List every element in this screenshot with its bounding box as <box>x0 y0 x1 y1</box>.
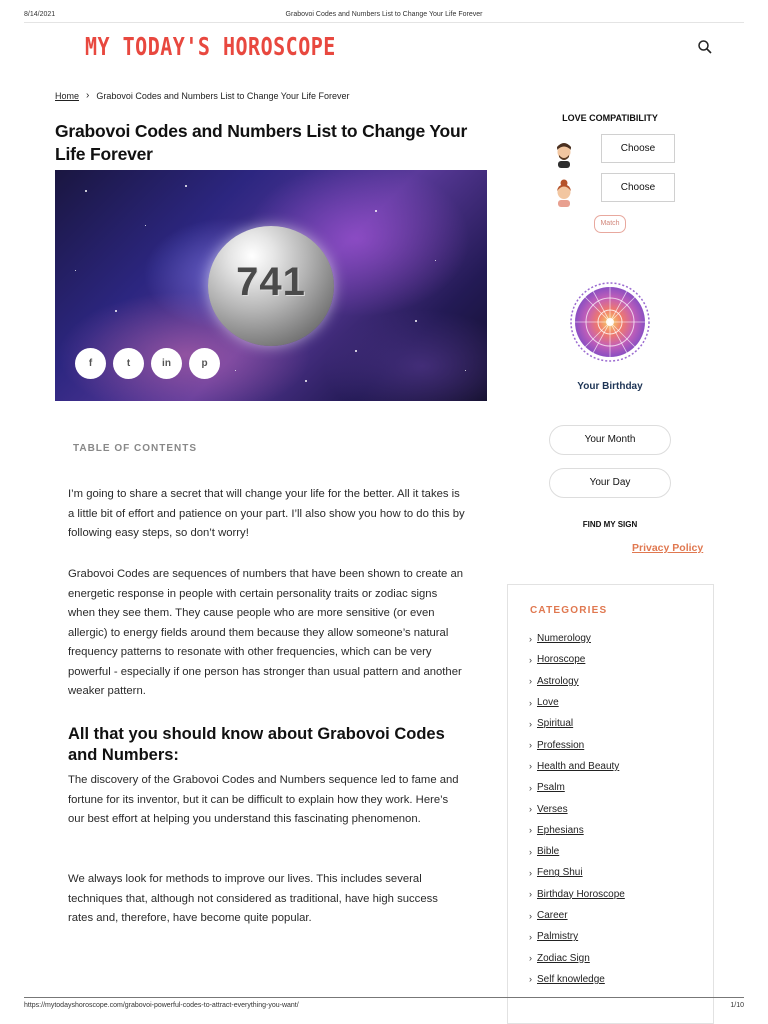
hero-number: 741 <box>236 260 306 304</box>
breadcrumb-home-link[interactable]: Home <box>55 90 80 101</box>
list-item <box>529 947 625 968</box>
chevron-right-icon: › <box>529 953 532 964</box>
category-link[interactable]: Astrology <box>537 675 579 687</box>
header-divider <box>24 22 744 23</box>
category-link[interactable]: Health and Beauty <box>537 760 620 772</box>
category-link[interactable]: Career <box>537 910 568 921</box>
paragraph: We always look for methods to improve our lives. This includes several techniques that, although not considered as traditional, have high success rates and, therefore, have become quite popular. <box>68 873 438 924</box>
chevron-right-icon: › <box>529 889 532 900</box>
list-item <box>529 692 625 713</box>
facebook-icon[interactable]: f <box>75 348 106 379</box>
section-heading: All that you should know about Grabovoi Codes and Numbers: <box>68 725 445 764</box>
list-item <box>529 905 625 926</box>
list-item <box>529 756 625 777</box>
pinterest-icon[interactable]: p <box>189 348 220 379</box>
chevron-right-icon: › <box>529 846 532 857</box>
month-select[interactable]: Your Month <box>549 425 671 455</box>
category-link[interactable]: Horoscope <box>537 654 586 666</box>
category-link[interactable]: Psalm <box>537 782 565 794</box>
chevron-right-icon: › <box>529 654 532 665</box>
chevron-right-icon: › <box>529 804 532 815</box>
list-item <box>529 841 625 862</box>
chevron-right-icon: › <box>529 718 532 729</box>
paragraph: The discovery of the Grabovoi Codes and Numbers sequence led to fame and fortune for its inventor, but it can be difficult to explain how they work. Here’s our best effort at helping you understand this fascinating phenomenon. <box>68 774 459 825</box>
chevron-right-icon: › <box>86 90 90 101</box>
find-my-sign-button[interactable]: FIND MY SIGN <box>582 520 638 529</box>
numerology-orb <box>208 226 334 346</box>
category-link[interactable]: Love <box>537 697 559 709</box>
category-link[interactable]: Spiritual <box>537 718 574 730</box>
list-item <box>529 798 625 819</box>
print-url: https://mytodayshoroscope.com/grabovoi-powerful-codes-to-attract-everything-you-want/ <box>24 1002 299 1009</box>
list-item <box>529 820 625 841</box>
category-link[interactable]: Self knowledge <box>537 973 605 985</box>
list-item <box>529 628 625 649</box>
category-link[interactable]: Feng Shui <box>537 867 583 879</box>
category-link[interactable]: Profession <box>537 739 585 751</box>
list-item <box>529 862 625 883</box>
chevron-right-icon: › <box>529 633 532 644</box>
list-item <box>529 777 625 798</box>
category-link[interactable]: Numerology <box>537 633 591 645</box>
paragraph: I’m going to share a secret that will change your life for the better. All it takes is a little bit of effort and patience on your part. I’ll also show you how to do this by following easy steps, so don’t worry! <box>68 488 465 539</box>
hero-image <box>55 170 487 401</box>
twitter-icon[interactable]: t <box>113 348 144 379</box>
chevron-right-icon: › <box>529 761 532 772</box>
page-number: 1/10 <box>730 1002 744 1009</box>
categories-list <box>529 628 625 990</box>
zodiac-wheel-icon <box>568 282 652 362</box>
category-link[interactable]: Palmistry <box>537 931 579 943</box>
page-title: Grabovoi Codes and Numbers List to Change Your Life Forever <box>55 121 468 164</box>
chevron-right-icon: › <box>529 740 532 751</box>
chevron-right-icon: › <box>529 974 532 985</box>
partner-1-select[interactable]: Choose <box>601 134 675 163</box>
chevron-right-icon: › <box>529 910 532 921</box>
paragraph: Grabovoi Codes are sequences of numbers that have been shown to create an energetic response in people with certain personality traits or zodiac signs when they see them. They cause people who are more sensitive (or even allergic) to energy fields around them because they allow someone’s natural frequency patterns to resonate with other frequencies, which can be very powerful - especially if one person has stronger than usual pattern and another weaker pattern. <box>68 568 464 697</box>
list-item <box>529 926 625 947</box>
chevron-right-icon: › <box>529 931 532 942</box>
table-of-contents-toggle[interactable]: TABLE OF CONTENTS <box>73 443 198 454</box>
chevron-right-icon: › <box>529 867 532 878</box>
partner-2-select[interactable]: Choose <box>601 173 675 202</box>
day-select[interactable]: Your Day <box>549 468 671 498</box>
print-title: Grabovoi Codes and Numbers List to Change Your Life Forever <box>285 11 483 18</box>
chevron-right-icon: › <box>529 825 532 836</box>
chevron-right-icon: › <box>529 782 532 793</box>
category-link[interactable]: Bible <box>537 846 560 858</box>
breadcrumb-current: Grabovoi Codes and Numbers List to Change Your Life Forever <box>96 90 350 101</box>
linkedin-icon[interactable]: in <box>151 348 182 379</box>
category-link[interactable]: Ephesians <box>537 824 584 836</box>
print-date: 8/14/2021 <box>24 11 56 18</box>
chevron-right-icon: › <box>529 676 532 687</box>
chevron-right-icon: › <box>529 697 532 708</box>
privacy-policy-link[interactable]: Privacy Policy <box>632 542 704 554</box>
site-logo[interactable]: MY TODAY'S HOROSCOPE <box>85 31 336 61</box>
breadcrumb <box>55 90 350 101</box>
list-item <box>529 649 625 670</box>
list-item <box>529 713 625 734</box>
category-link[interactable]: Birthday Horoscope <box>537 888 625 900</box>
list-item <box>529 969 625 990</box>
list-item <box>529 884 625 905</box>
search-icon[interactable] <box>697 39 713 55</box>
list-item <box>529 671 625 692</box>
love-compatibility-title: LOVE COMPATIBILITY <box>562 113 658 123</box>
list-item <box>529 734 625 755</box>
male-avatar-icon <box>553 140 575 168</box>
female-avatar-icon <box>553 179 575 207</box>
category-link[interactable]: Zodiac Sign <box>537 952 590 964</box>
share-bar <box>75 348 220 379</box>
match-button[interactable]: Match <box>594 215 626 233</box>
footer-divider <box>24 997 744 998</box>
birthday-label: Your Birthday <box>577 381 643 392</box>
category-link[interactable]: Verses <box>537 803 568 815</box>
categories-title: CATEGORIES <box>530 605 608 616</box>
